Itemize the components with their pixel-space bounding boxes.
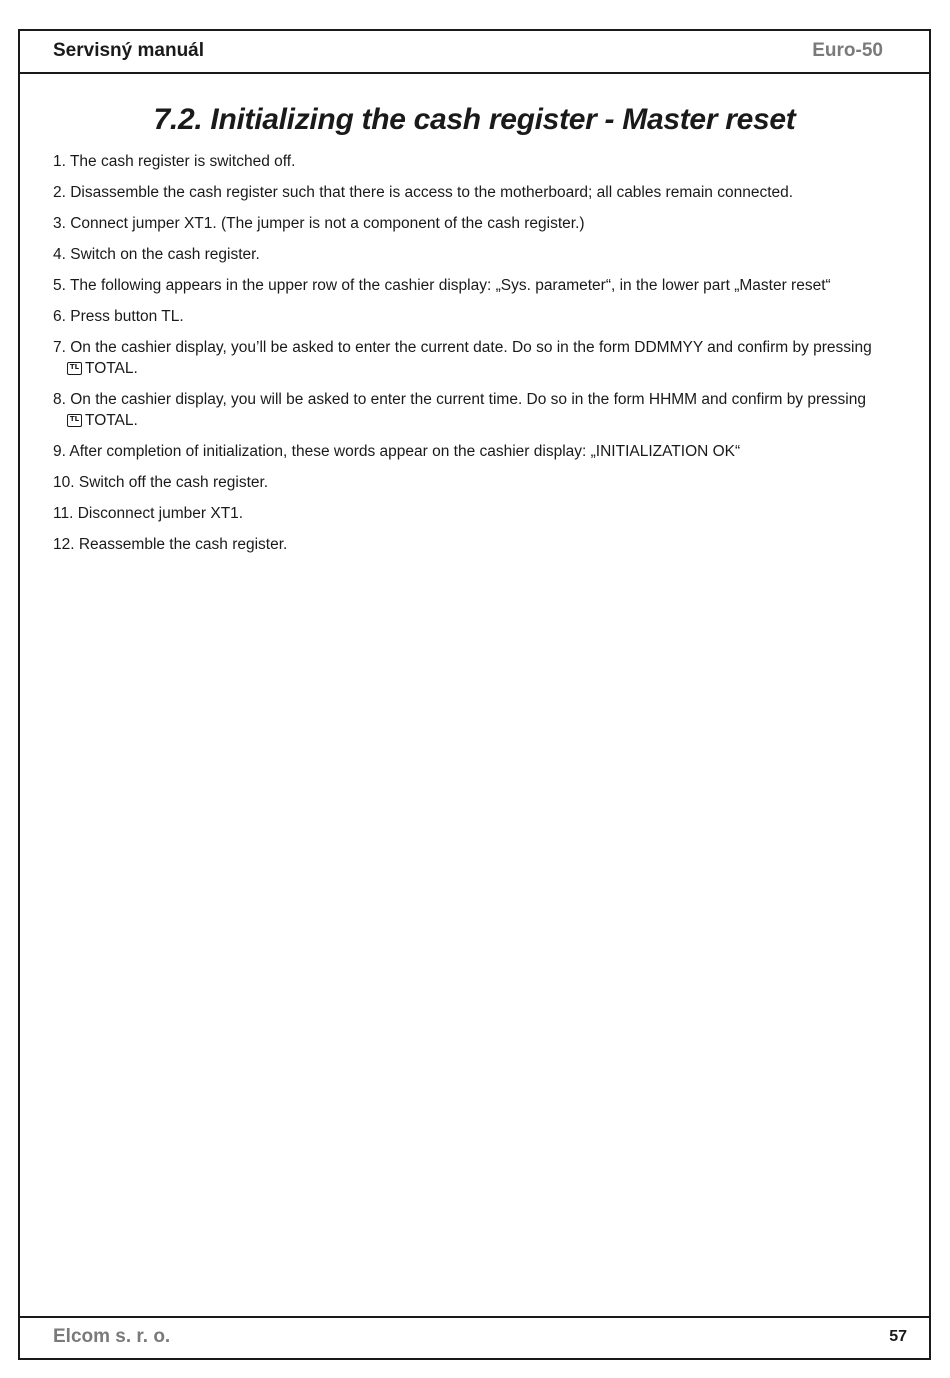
step-text: 6. Press button TL. [53,308,184,325]
step-item [53,306,909,327]
step-text: 1. The cash register is switched off. [53,153,296,170]
steps-list [53,151,909,565]
step-item [53,472,909,493]
page-footer [20,1316,929,1358]
total-label: TOTAL. [85,360,138,377]
step-continuation [53,358,909,379]
section-title: 7.2. Initializing the cash register - Master reset [153,103,796,136]
page-header [20,31,929,74]
model-name: Euro-50 [812,40,883,61]
step-text: 4. Switch on the cash register. [53,246,260,263]
step-text: 3. Connect jumper XT1. (The jumper is not a component of the cash register.) [53,215,585,232]
manual-title: Servisný manuál [53,40,205,61]
step-item [53,503,909,524]
page-frame [18,29,931,1360]
step-item [53,275,909,296]
step-continuation [53,410,909,431]
step-item [53,244,909,265]
step-item [53,182,909,203]
step-text: 9. After completion of initialization, these words appear on the cashier display: „INITIALIZATION OK“ [53,443,741,460]
step-item [53,389,909,431]
step-text: 11. Disconnect jumber XT1. [53,505,244,522]
step-text: 10. Switch off the cash register. [53,474,269,491]
step-item [53,151,909,172]
page-number: 57 [889,1328,907,1345]
step-item [53,337,909,379]
step-text: 7. On the cashier display, you’ll be asked to enter the current date. Do so in the form DDMMYY and confirm by pressing [53,339,872,356]
company-name: Elcom s. r. o. [53,1326,171,1347]
step-text: 12. Reassemble the cash register. [53,536,288,553]
step-text: 5. The following appears in the upper row of the cashier display: „Sys. parameter“, in the lower part „Master reset“ [53,277,831,294]
tl-key-icon: TL [67,362,82,375]
step-text: 8. On the cashier display, you will be asked to enter the current time. Do so in the form HHMM and confirm by pressing [53,391,866,408]
step-item [53,441,909,462]
tl-key-icon: TL [67,414,82,427]
step-item [53,213,909,234]
total-label: TOTAL. [85,412,138,429]
step-item [53,534,909,555]
step-text: 2. Disassemble the cash register such that there is access to the motherboard; all cables remain connected. [53,184,794,201]
